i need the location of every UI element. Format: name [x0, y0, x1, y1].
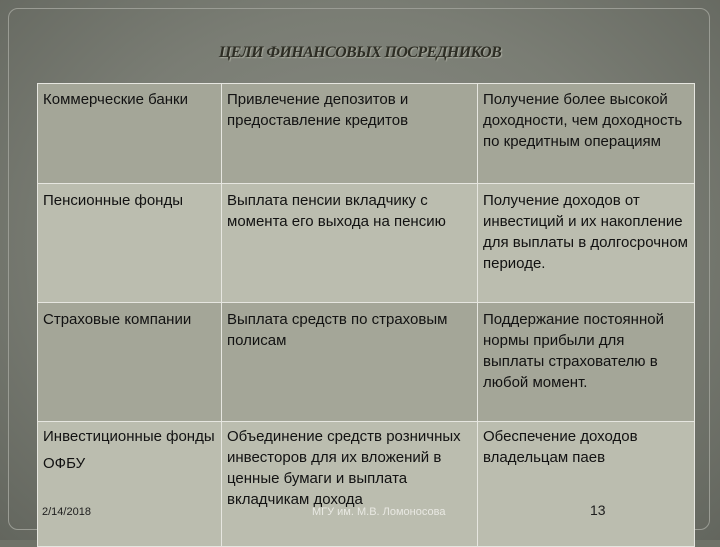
table-row	[38, 422, 695, 547]
institution-cell: Коммерческие банки	[38, 84, 222, 184]
table-row	[38, 84, 695, 184]
goal-cell: Поддержание постоянной нормы прибыли для выплаты страхователю в любой момент.	[478, 303, 695, 422]
goal-cell: Получение доходов от инвестиций и их накопление для выплаты в долгосрочном периоде.	[478, 184, 695, 303]
institution-cell: Страховые компании	[38, 303, 222, 422]
footer-organization: МГУ им. М.В. Ломоносова	[312, 506, 446, 518]
goal-cell: Обеспечение доходов владельцам паев	[478, 422, 695, 547]
intermediaries-goals-table	[37, 83, 695, 547]
table-row	[38, 303, 695, 422]
activity-cell: Привлечение депозитов и предоставление кредитов	[222, 84, 478, 184]
activity-cell: Выплата средств по страховым полисам	[222, 303, 478, 422]
goal-cell: Получение более высокой доходности, чем доходность по кредитным операциям	[478, 84, 695, 184]
institution-cell	[38, 422, 222, 547]
institution-abbreviation: ОФБУ	[43, 455, 86, 472]
activity-cell: Выплата пенсии вкладчику с момента его выхода на пенсию	[222, 184, 478, 303]
institution-label: Инвестиционные фонды	[43, 428, 215, 445]
footer-date: 2/14/2018	[42, 506, 91, 518]
page-number: 13	[590, 502, 606, 518]
activity-cell: Объединение средств розничных инвесторов для их вложений в ценные бумаги и выплата вкладчикам дохода	[222, 422, 478, 547]
table-row	[38, 184, 695, 303]
institution-cell: Пенсионные фонды	[38, 184, 222, 303]
slide-title: ЦЕЛИ ФИНАНСОВЫХ ПОСРЕДНИКОВ	[218, 44, 502, 61]
